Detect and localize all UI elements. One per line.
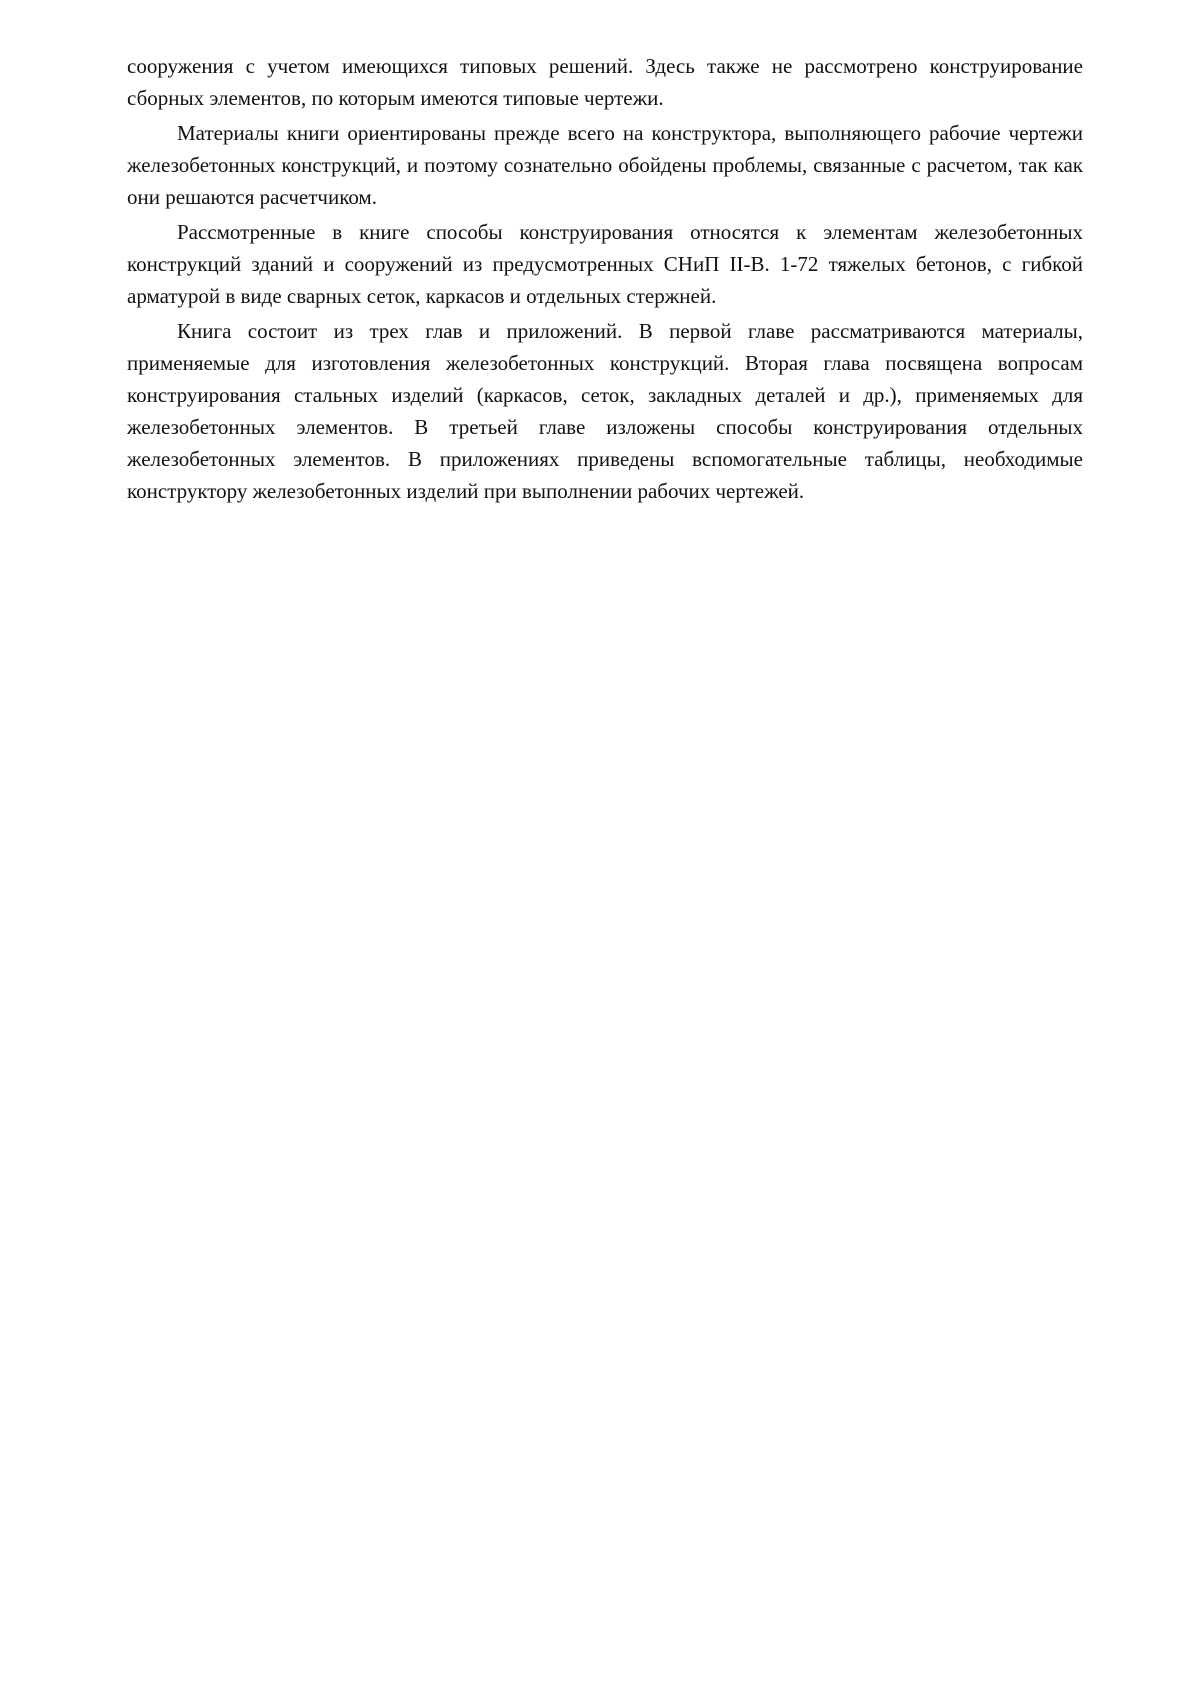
paragraph-audience: Материалы книги ориентированы прежде всего на конструктора, выполняющего рабочие чертежи железобетонных конструкций, и поэтому сознательно обойдены проблемы, связанные с расчетом, так как они решаются расчетчиком.: [127, 121, 1083, 209]
paragraph-scope: Рассмотренные в книге способы конструирования относятся к элементам железобетонных конструкций зданий и сооружений из предусмотренных СНиП II-В. 1-72 тяжелых бетонов, с гибкой арматурой в виде сварных сеток, каркасов и отдельных стержней.: [127, 220, 1083, 308]
paragraph-structure: Книга состоит из трех глав и приложений. В первой главе рассматриваются материалы, применяемые для изготовления железобетонных конструкций. Вторая глава посвящена вопросам конструирования стальных изделий (каркасов, сеток, закладных деталей и др.), применяемых для железобетонных элементов. В третьей главе изложены способы конструирования отдельных железобетонных элементов. В приложениях приведены вспомогательные таблицы, необходимые конструктору железобетонных изделий при выполнении рабочих чертежей.: [127, 319, 1083, 503]
paragraph-intro-continuation: сооружения с учетом имеющихся типовых решений. Здесь также не рассмотрено конструирование сборных элементов, по которым имеются типовые чертежи.: [127, 54, 1083, 110]
document-body: [127, 50, 1083, 507]
